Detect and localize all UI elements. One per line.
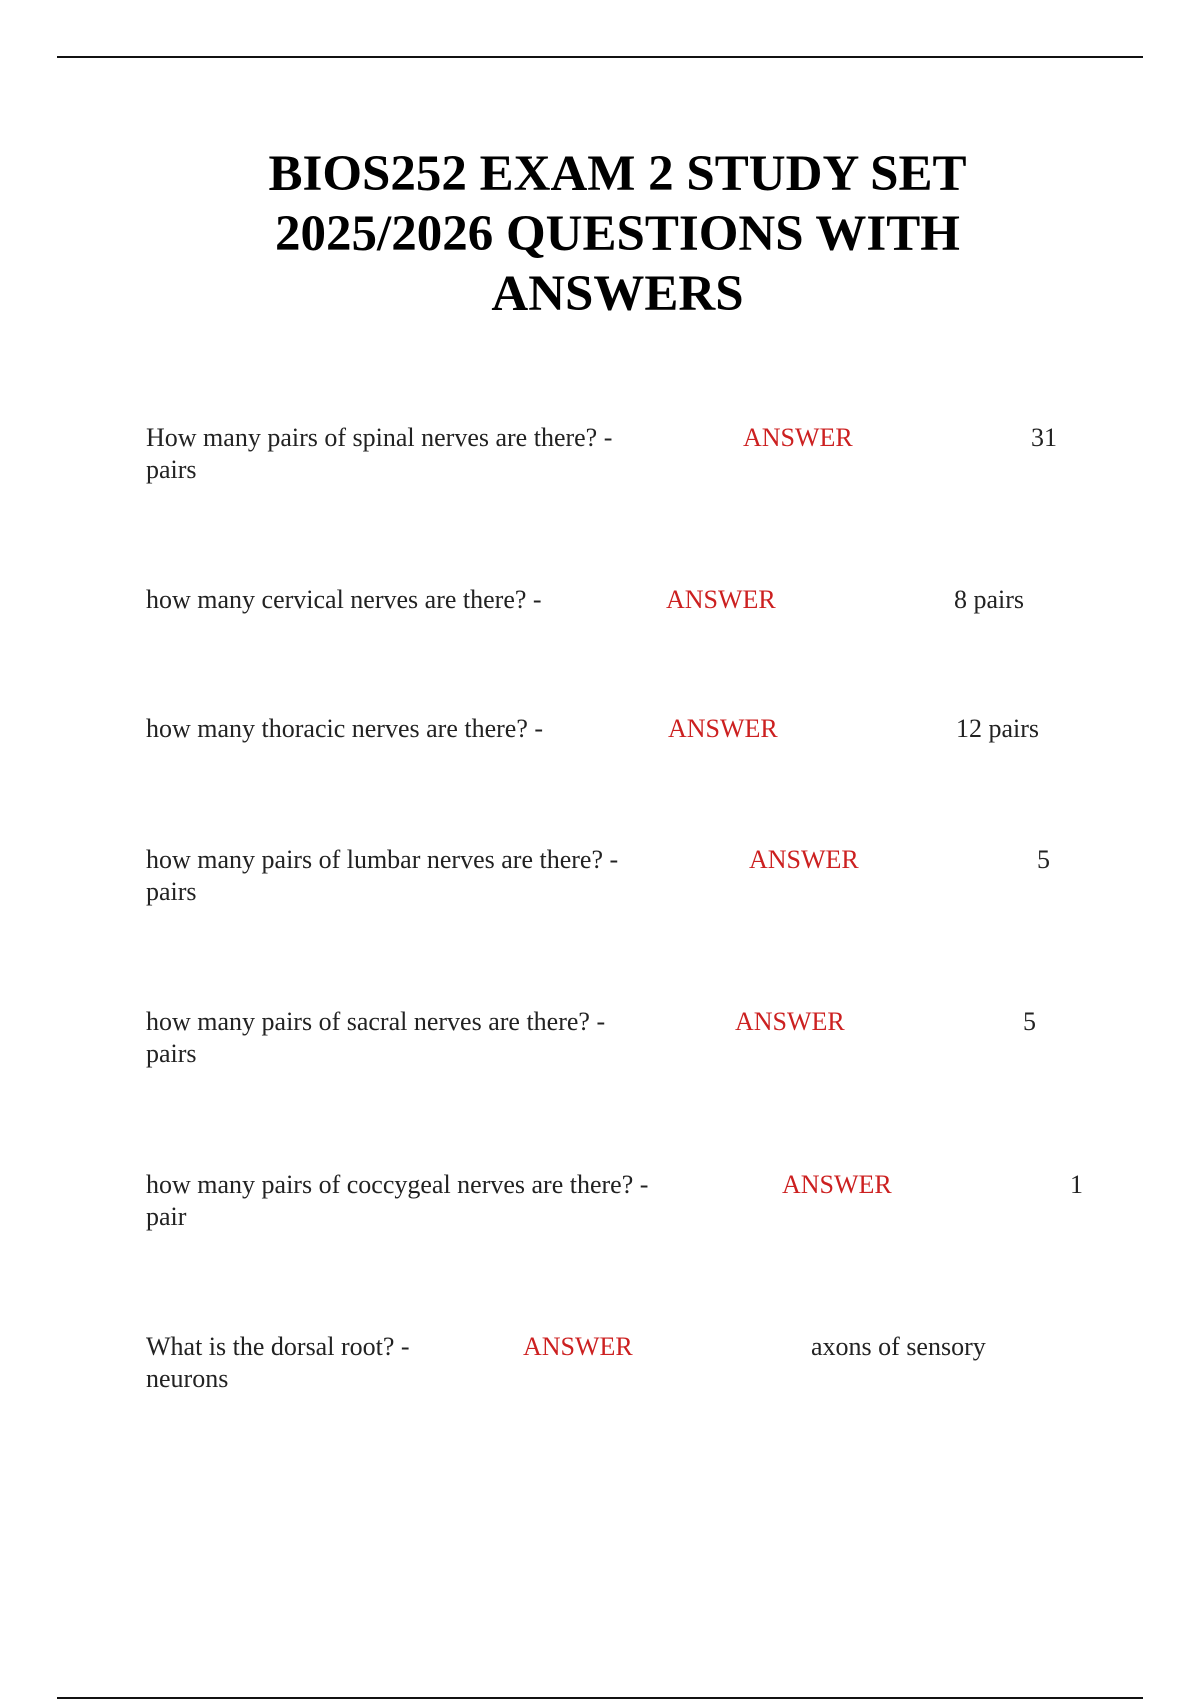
- bottom-rule: [57, 1697, 1143, 1699]
- title-line-1: BIOS252 EXAM 2 STUDY SET: [268, 146, 967, 202]
- answer-text: 1: [1070, 1170, 1083, 1199]
- qa-item-coccygeal-nerves: [146, 1169, 1106, 1239]
- answer-text: 31: [1031, 423, 1057, 452]
- question-text: What is the dorsal root? -: [146, 1332, 410, 1361]
- qa-item-lumbar-nerves: [146, 844, 1106, 914]
- answer-label: ANSWER: [668, 714, 778, 743]
- answer-text: 5: [1037, 845, 1050, 874]
- answer-label: ANSWER: [782, 1170, 892, 1199]
- document-title: [150, 144, 1085, 324]
- qa-item-dorsal-root: [146, 1331, 1106, 1401]
- answer-text: 5: [1023, 1007, 1036, 1036]
- qa-item-sacral-nerves: [146, 1006, 1106, 1076]
- answer-label: ANSWER: [735, 1007, 845, 1036]
- qa-item-spinal-nerves: [146, 422, 1106, 492]
- question-text: how many cervical nerves are there? -: [146, 585, 542, 614]
- title-line-2: 2025/2026 QUESTIONS WITH: [275, 206, 960, 262]
- answer-text: 8 pairs: [954, 585, 1025, 614]
- answer-label: ANSWER: [666, 585, 776, 614]
- answer-label: ANSWER: [743, 423, 853, 452]
- title-line-3: ANSWERS: [491, 266, 744, 322]
- answer-text: 12 pairs: [956, 714, 1040, 743]
- answer-continuation: pairs: [146, 877, 197, 906]
- question-text: How many pairs of spinal nerves are there? -: [146, 423, 613, 452]
- answer-continuation: pairs: [146, 455, 197, 484]
- qa-item-cervical-nerves: [146, 584, 1106, 654]
- question-text: how many pairs of lumbar nerves are there? -: [146, 845, 619, 874]
- answer-label: ANSWER: [523, 1332, 633, 1361]
- answer-label: ANSWER: [749, 845, 859, 874]
- answer-continuation: pair: [146, 1202, 187, 1231]
- top-rule: [57, 56, 1143, 58]
- answer-continuation: neurons: [146, 1364, 229, 1393]
- answer-continuation: pairs: [146, 1039, 197, 1068]
- question-text: how many pairs of coccygeal nerves are there? -: [146, 1170, 649, 1199]
- qa-item-thoracic-nerves: [146, 713, 1106, 783]
- question-text: how many pairs of sacral nerves are there? -: [146, 1007, 606, 1036]
- answer-text: axons of sensory: [811, 1332, 986, 1361]
- question-text: how many thoracic nerves are there? -: [146, 714, 544, 743]
